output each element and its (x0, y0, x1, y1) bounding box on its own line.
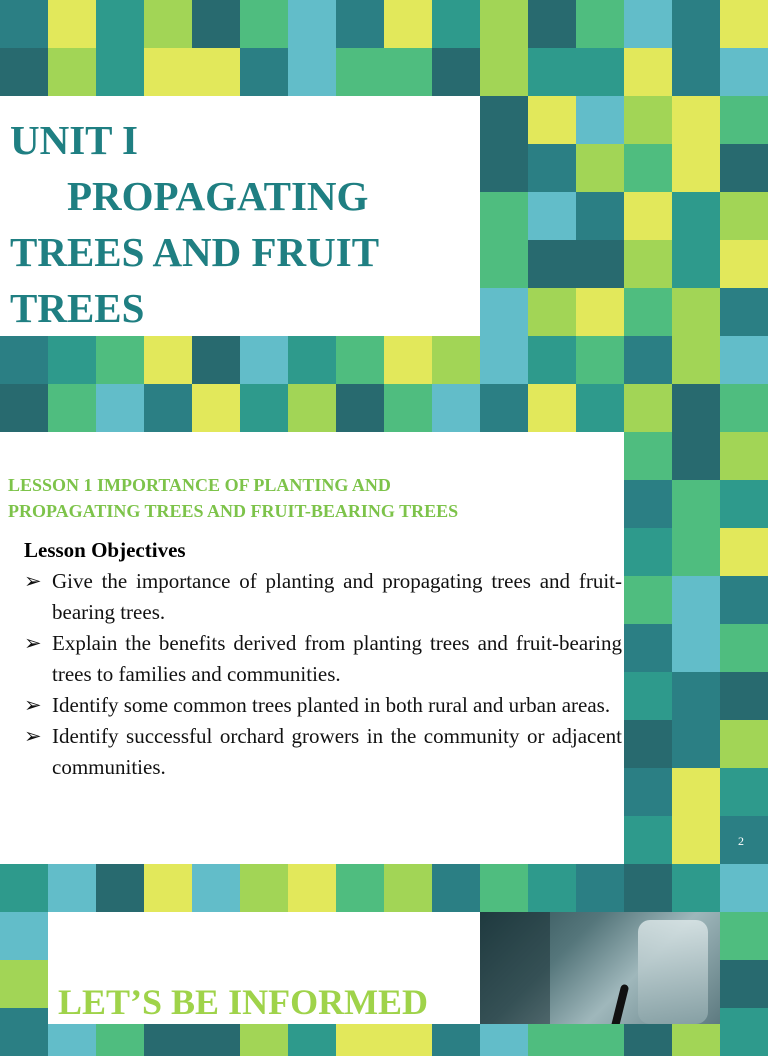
mosaic-tile (624, 720, 672, 768)
mosaic-tile (672, 144, 720, 192)
mosaic-tile (0, 384, 48, 432)
mosaic-tile (384, 384, 432, 432)
mosaic-tile (576, 192, 624, 240)
mosaic-tile (528, 192, 576, 240)
lets-be-informed-heading: LET’S BE INFORMED (58, 982, 429, 1022)
mosaic-tile (720, 1008, 768, 1056)
mosaic-tile (240, 336, 288, 384)
mosaic-tile (384, 864, 432, 912)
mosaic-tile (672, 768, 720, 816)
mosaic-tile (528, 96, 576, 144)
mosaic-tile (240, 48, 288, 96)
mosaic-tile (336, 864, 384, 912)
mosaic-tile (288, 384, 336, 432)
mosaic-tile (672, 480, 720, 528)
mosaic-tile (240, 384, 288, 432)
mosaic-tile (720, 864, 768, 912)
lesson-heading (8, 472, 608, 524)
mosaic-tile (48, 48, 96, 96)
mosaic-tile (0, 48, 48, 96)
mosaic-tile (672, 0, 720, 48)
mosaic-tile (480, 144, 528, 192)
mosaic-tile (480, 864, 528, 912)
mosaic-tile (672, 48, 720, 96)
mosaic-tile (624, 384, 672, 432)
mosaic-tile (576, 96, 624, 144)
mosaic-tile (576, 0, 624, 48)
photo-object (638, 920, 708, 1024)
bullet-arrow-icon: ➢ (24, 724, 42, 748)
mosaic-tile (96, 384, 144, 432)
mosaic-tile (672, 672, 720, 720)
mosaic-tile (576, 336, 624, 384)
mosaic-tile (672, 384, 720, 432)
mosaic-tile (720, 48, 768, 96)
mosaic-tile (672, 432, 720, 480)
objective-item (24, 566, 622, 628)
mosaic-tile (624, 288, 672, 336)
mosaic-tile (672, 192, 720, 240)
mosaic-tile (48, 864, 96, 912)
mosaic-tile (480, 288, 528, 336)
bullet-arrow-icon: ➢ (24, 631, 42, 655)
unit-title-line-2: PROPAGATING (67, 173, 369, 219)
objective-text: Identify some common trees planted in both rural and urban areas. (52, 693, 611, 717)
mosaic-tile (192, 384, 240, 432)
mosaic-tile (624, 144, 672, 192)
mosaic-tile (720, 192, 768, 240)
mosaic-tile (528, 240, 576, 288)
mosaic-tile (96, 864, 144, 912)
slide-photo (480, 912, 720, 1024)
mosaic-tile (288, 336, 336, 384)
pen-icon (611, 984, 630, 1024)
mosaic-tile (624, 0, 672, 48)
mosaic-tile (720, 912, 768, 960)
mosaic-tile (336, 336, 384, 384)
mosaic-tile (672, 720, 720, 768)
mosaic-tile (336, 48, 384, 96)
mosaic-tile (672, 336, 720, 384)
mosaic-tile (672, 576, 720, 624)
mosaic-tile (192, 336, 240, 384)
lesson-heading-line-1: LESSON 1 IMPORTANCE OF PLANTING AND (8, 475, 391, 495)
mosaic-tile (480, 0, 528, 48)
mosaic-tile (288, 0, 336, 48)
mosaic-tile (624, 672, 672, 720)
mosaic-tile (624, 528, 672, 576)
objective-text: Give the importance of planting and propagating trees and fruit-bearing trees. (52, 569, 622, 624)
mosaic-tile (624, 624, 672, 672)
mosaic-tile (672, 528, 720, 576)
mosaic-tile (720, 480, 768, 528)
page-number: 2 (738, 834, 744, 848)
mosaic-tile (720, 288, 768, 336)
mosaic-tile (240, 864, 288, 912)
mosaic-tile (0, 336, 48, 384)
mosaic-tile (480, 336, 528, 384)
objectives-heading: Lesson Objectives (24, 538, 186, 562)
mosaic-tile (528, 48, 576, 96)
mosaic-tile (720, 960, 768, 1008)
mosaic-tile (720, 96, 768, 144)
mosaic-tile (720, 240, 768, 288)
mosaic-tile (672, 816, 720, 864)
bullet-arrow-icon: ➢ (24, 569, 42, 593)
mosaic-tile (96, 336, 144, 384)
objective-text: Identify successful orchard growers in the community or adjacent communities. (52, 724, 622, 779)
mosaic-tile (288, 48, 336, 96)
mosaic-tile (0, 0, 48, 48)
mosaic-tile (528, 336, 576, 384)
mosaic-tile (528, 288, 576, 336)
objective-item (24, 721, 622, 783)
objective-text: Explain the benefits derived from planting trees and fruit-bearing trees to families and communities. (52, 631, 622, 686)
mosaic-tile (192, 0, 240, 48)
mosaic-tile (672, 624, 720, 672)
mosaic-tile (384, 48, 432, 96)
mosaic-tile (432, 0, 480, 48)
mosaic-tile (624, 240, 672, 288)
mosaic-tile (288, 864, 336, 912)
mosaic-tile (0, 912, 48, 960)
mosaic-tile (144, 336, 192, 384)
mosaic-tile (720, 672, 768, 720)
mosaic-tile (480, 240, 528, 288)
mosaic-tile (192, 48, 240, 96)
mosaic-tile (0, 960, 48, 1008)
mosaic-tile (624, 192, 672, 240)
mosaic-tile (528, 384, 576, 432)
mosaic-tile (624, 768, 672, 816)
mosaic-tile (624, 864, 672, 912)
mosaic-tile (144, 864, 192, 912)
unit-title-line-4: TREES (10, 285, 145, 331)
mosaic-tile (96, 0, 144, 48)
mosaic-tile (720, 816, 768, 864)
mosaic-tile (240, 0, 288, 48)
objectives-list (24, 566, 622, 783)
bullet-arrow-icon: ➢ (24, 693, 42, 717)
mosaic-tile (720, 576, 768, 624)
unit-title (10, 112, 379, 336)
mosaic-tile (720, 144, 768, 192)
mosaic-tile (576, 384, 624, 432)
mosaic-tile (48, 384, 96, 432)
mosaic-tile (672, 288, 720, 336)
mosaic-tile (432, 336, 480, 384)
mosaic-tile (720, 336, 768, 384)
mosaic-tile (528, 0, 576, 48)
mosaic-tile (432, 864, 480, 912)
mosaic-tile (720, 432, 768, 480)
mosaic-tile (480, 96, 528, 144)
mosaic-tile (0, 1008, 48, 1056)
mosaic-tile (672, 864, 720, 912)
mosaic-tile (144, 0, 192, 48)
mosaic-tile (384, 336, 432, 384)
mosaic-tile (672, 240, 720, 288)
mosaic-tile (144, 48, 192, 96)
mosaic-tile (672, 96, 720, 144)
mosaic-tile (432, 384, 480, 432)
mosaic-tile (624, 480, 672, 528)
mosaic-tile (624, 96, 672, 144)
mosaic-tile (192, 864, 240, 912)
mosaic-tile (384, 0, 432, 48)
mosaic-tile (720, 624, 768, 672)
mosaic-tile (720, 768, 768, 816)
mosaic-tile (480, 192, 528, 240)
mosaic-tile (624, 432, 672, 480)
mosaic-tile (576, 48, 624, 96)
mosaic-tile (576, 144, 624, 192)
mosaic-tile (624, 576, 672, 624)
lesson-heading-line-2: PROPAGATING TREES AND FRUIT-BEARING TREES (8, 501, 459, 521)
mosaic-tile (528, 864, 576, 912)
mosaic-tile (576, 288, 624, 336)
mosaic-tile (624, 48, 672, 96)
mosaic-tile (576, 240, 624, 288)
mosaic-tile (528, 144, 576, 192)
mosaic-tile (720, 720, 768, 768)
mosaic-tile (576, 864, 624, 912)
mosaic-tile (48, 336, 96, 384)
mosaic-tile (336, 0, 384, 48)
photo-shadow (480, 912, 550, 1024)
mosaic-tile (432, 48, 480, 96)
mosaic-tile (0, 864, 48, 912)
mosaic-tile (720, 384, 768, 432)
mosaic-tile (624, 816, 672, 864)
mosaic-tile (480, 384, 528, 432)
mosaic-tile (720, 528, 768, 576)
mosaic-tile (336, 384, 384, 432)
mosaic-tile (480, 48, 528, 96)
objective-item (24, 690, 622, 721)
mosaic-tile (720, 0, 768, 48)
mosaic-tile (624, 336, 672, 384)
mosaic-tile (96, 48, 144, 96)
mosaic-tile (144, 384, 192, 432)
unit-title-line-3: TREES AND FRUIT (10, 229, 380, 275)
mosaic-tile (48, 0, 96, 48)
objective-item (24, 628, 622, 690)
unit-title-line-1: UNIT I (10, 117, 138, 163)
